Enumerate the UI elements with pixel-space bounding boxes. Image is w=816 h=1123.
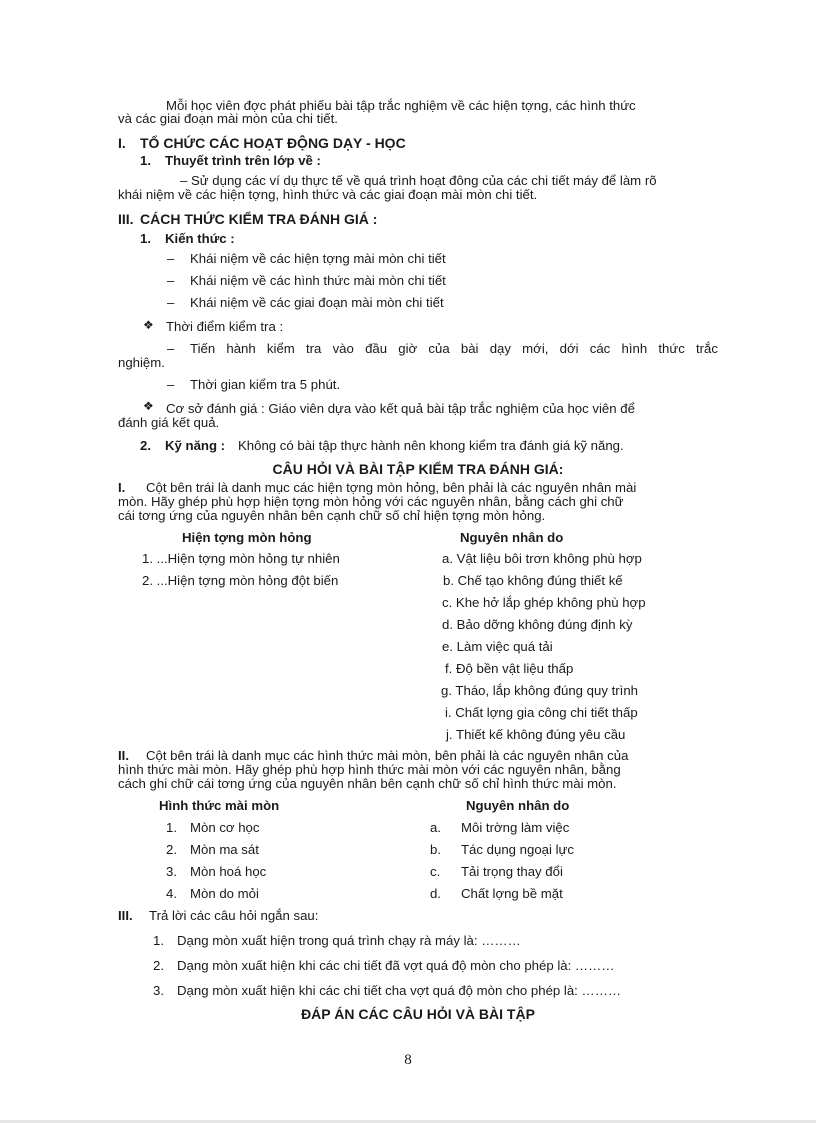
presentation-text-line-1: – Sử dụng các ví dụ thực tế về quá trình hoạt đông của các chi tiết máy để làm rõ: [180, 173, 657, 188]
intro-line-1: Mỗi học viên đợc phát phiếu bài tập trắc nghiệm về các hiện tợng, các hình thức: [166, 98, 636, 113]
question-1-line: cái tơng ứng của nguyên nhân bên cạnh chữ số chỉ hiện tợng mòn hỏng.: [118, 508, 546, 523]
question-2-left-header: Hình thức mài mòn: [159, 798, 280, 813]
presentation-title: Thuyết trình trên lớp về :: [165, 153, 321, 168]
basis-line-2: đánh giá kết quả.: [118, 415, 220, 430]
question-1-right-item: g. Tháo, lắp không đúng quy trình: [441, 683, 638, 698]
question-1-right-header: Nguyên nhân do: [460, 530, 564, 545]
knowledge-item: Khái niệm về các hình thức mài mòn chi tiết: [190, 273, 446, 288]
section-assessment-title: CÁCH THỨC KIỂM TRA ĐÁNH GIÁ :: [140, 211, 378, 227]
question-1-right-item: a. Vật liệu bôi trơn không phù hợp: [442, 551, 642, 566]
knowledge-number: 1.: [140, 231, 151, 246]
question-2-number: II.: [118, 748, 129, 763]
question-3-item-number: 1.: [153, 933, 164, 948]
time-label: Thời điểm kiểm tra :: [166, 319, 284, 334]
intro-line-2: và các giai đoạn mài mòn của chi tiết.: [118, 111, 338, 126]
dash-icon: –: [167, 251, 175, 266]
dash-icon: –: [167, 341, 175, 356]
question-2-right-header: Nguyên nhân do: [466, 798, 570, 813]
question-2-line: cách ghi chữ cái tơng ứng của nguyên nhân bên cạnh chữ số chỉ hình thức mài mòn.: [118, 776, 617, 791]
question-3-item-number: 2.: [153, 958, 164, 973]
question-2-line: hình thức mài mòn. Hãy ghép phù hợp hình thức mài mòn với các nguyên nhân, bằng: [118, 762, 621, 777]
time-item: Tiến hành kiểm tra vào đầu giờ của bài dạy mới, dới các hình thức trắc: [190, 341, 718, 356]
question-2-right-item: Tải trọng thay đổi: [461, 864, 563, 879]
question-2-line: Cột bên trái là danh mục các hình thức mài mòn, bên phải là các nguyên nhân của: [146, 748, 629, 763]
question-1-left-item: 2. ...Hiện tợng mòn hỏng đột biến: [142, 573, 339, 588]
questions-title: CÂU HỎI VÀ BÀI TẬP KIỂM TRA ĐÁNH GIÁ:: [272, 461, 564, 477]
question-3-intro: Trả lời các câu hỏi ngắn sau:: [149, 908, 319, 923]
question-2-right-item: Chất lợng bề mặt: [461, 886, 563, 901]
section-organize-title: TỔ CHỨC CÁC HOẠT ĐỘNG DẠY - HỌC: [140, 135, 406, 151]
dash-icon: –: [167, 273, 175, 288]
question-1-left-item: 1. ...Hiện tợng mòn hỏng tự nhiên: [142, 551, 340, 566]
bullet-icon: ❖: [143, 318, 154, 332]
question-1-line: mòn. Hãy ghép phù hợp hiện tợng mòn hỏng với các nguyên nhân, bằng cách ghi chữ: [118, 494, 624, 509]
section-organize-number: I.: [118, 135, 126, 151]
question-2-right-item: Môi trờng làm việc: [461, 820, 570, 835]
knowledge-title: Kiến thức :: [165, 231, 235, 246]
question-3-item-number: 3.: [153, 983, 164, 998]
bullet-icon: ❖: [143, 399, 154, 413]
question-2-left-item: Mòn ma sát: [190, 842, 259, 857]
question-3-item: Dạng mòn xuất hiện khi các chi tiết đã vợt quá độ mòn cho phép là: ………: [177, 958, 615, 973]
question-1-right-item: f. Độ bền vật liệu thấp: [445, 661, 574, 676]
question-1-right-item: i. Chất lợng gia công chi tiết thấp: [445, 705, 638, 720]
question-2-right-letter: b.: [430, 842, 441, 857]
skill-title: Kỹ năng :: [165, 438, 226, 453]
question-2-left-number: 1.: [166, 820, 177, 835]
section-assessment-number: III.: [118, 211, 134, 227]
knowledge-item: Khái niệm về các giai đoạn mài mòn chi tiết: [190, 295, 444, 310]
question-1-right-item: j. Thiết kế không đúng yêu cầu: [446, 727, 626, 742]
basis-line-1: Cơ sở đánh giá : Giáo viên dựa vào kết quả bài tập trắc nghiệm của học viên để: [166, 401, 635, 416]
question-1-number: I.: [118, 480, 126, 495]
question-1-right-item: d. Bảo dỡng không đúng định kỳ: [442, 617, 633, 632]
time-item: Thời gian kiểm tra 5 phút.: [190, 377, 341, 392]
question-2-left-item: Mòn cơ học: [190, 820, 260, 835]
question-3-item: Dạng mòn xuất hiện trong quá trình chạy rà máy là: ………: [177, 933, 521, 948]
dash-icon: –: [167, 295, 175, 310]
knowledge-item: Khái niệm về các hiện tợng mài mòn chi tiết: [190, 251, 446, 266]
skill-number: 2.: [140, 438, 151, 453]
presentation-number: 1.: [140, 153, 151, 168]
question-2-right-letter: a.: [430, 820, 441, 835]
answers-title: ĐÁP ÁN CÁC CÂU HỎI VÀ BÀI TẬP: [301, 1006, 535, 1022]
question-2-right-letter: c.: [430, 864, 441, 879]
question-3-item: Dạng mòn xuất hiện khi các chi tiết cha vợt quá độ mòn cho phép là: ………: [177, 983, 622, 998]
question-3-number: III.: [118, 908, 133, 923]
presentation-text-line-2: khái niệm về các hiện tợng, hình thức và các giai đoạn mài mòn chi tiết.: [118, 187, 538, 202]
page-number: 8: [404, 1052, 412, 1068]
time-item-continuation: nghiệm.: [118, 355, 165, 370]
dash-icon: –: [167, 377, 175, 392]
question-1-line: Cột bên trái là danh mục các hiện tợng mòn hỏng, bên phải là các nguyên nhân mài: [146, 480, 637, 495]
question-2-right-letter: d.: [430, 886, 441, 901]
skill-text: Không có bài tập thực hành nên khong kiểm tra đánh giá kỹ năng.: [238, 438, 624, 453]
question-2-left-item: Mòn hoá học: [190, 864, 267, 879]
question-1-right-item: c. Khe hở lắp ghép không phù hợp: [442, 595, 646, 610]
question-2-left-item: Mòn do mỏi: [190, 886, 259, 901]
question-1-right-item: b. Chế tạo không đúng thiết kế: [443, 573, 623, 588]
question-2-left-number: 4.: [166, 886, 177, 901]
question-2-left-number: 3.: [166, 864, 177, 879]
question-1-left-header: Hiện tợng mòn hỏng: [182, 530, 312, 545]
question-2-right-item: Tác dụng ngoại lực: [461, 842, 574, 857]
question-1-right-item: e. Làm việc quá tải: [442, 639, 553, 654]
question-2-left-number: 2.: [166, 842, 177, 857]
